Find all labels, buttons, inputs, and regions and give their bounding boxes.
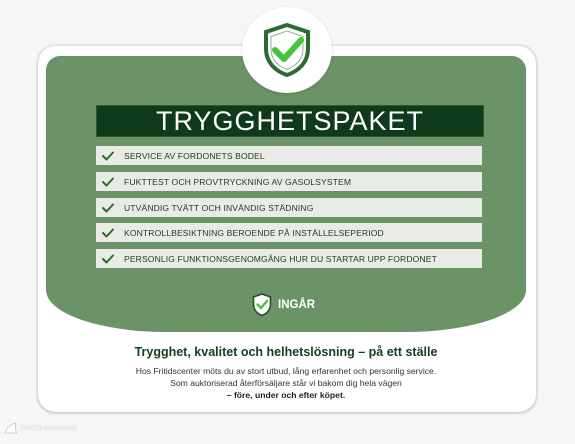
package-panel — [46, 56, 526, 332]
footer-logo — [4, 422, 77, 434]
body-text-line: – före, under och efter köpet. — [226, 390, 346, 400]
list-item — [96, 198, 482, 217]
body-text-line: Hos Fritidscenter möts du av stort utbud, lång erfarenhet och personlig service. — [135, 366, 437, 376]
list-item-label: SERVICE AV FORDONETS BODEL — [124, 150, 265, 161]
list-item-label: KONTROLLBESIKTNING BEROENDE PÅ INSTÄLLELSEPERIOD — [124, 227, 384, 238]
check-icon — [98, 198, 118, 217]
shield-badge — [242, 7, 332, 93]
includes-badge — [252, 292, 315, 318]
includes-label: INGÅR — [278, 299, 316, 311]
check-icon — [98, 146, 118, 165]
shield-check-icon — [261, 22, 313, 78]
list-item — [96, 249, 482, 268]
check-icon — [98, 249, 118, 268]
list-item — [96, 223, 482, 242]
check-icon — [98, 172, 118, 191]
footer-logo-text: FRITIDSCENTER — [21, 424, 77, 432]
list-item-label: FUKTTEST OCH PROVTRYCKNING AV GASOLSYSTEM — [124, 176, 352, 187]
shield-check-icon — [252, 293, 272, 317]
title-bar — [96, 105, 484, 137]
check-icon — [98, 223, 118, 242]
list-item — [96, 146, 482, 165]
tent-icon — [4, 422, 18, 434]
tagline: Trygghet, kvalitet och helhetslösning – på ett ställe — [134, 345, 438, 359]
package-title: TRYGGHETSPAKET — [155, 105, 425, 136]
list-item — [96, 172, 482, 191]
list-item-label: UTVÄNDIG TVÄTT OCH INVÄNDIG STÄDNING — [124, 202, 314, 213]
body-text-line: Som auktoriserad återförsäljare står vi bakom dig hela vägen — [170, 378, 402, 388]
list-item-label: PERSONLIG FUNKTIONSGENOMGÅNG HUR DU STARTAR UPP FORDONET — [124, 253, 437, 264]
